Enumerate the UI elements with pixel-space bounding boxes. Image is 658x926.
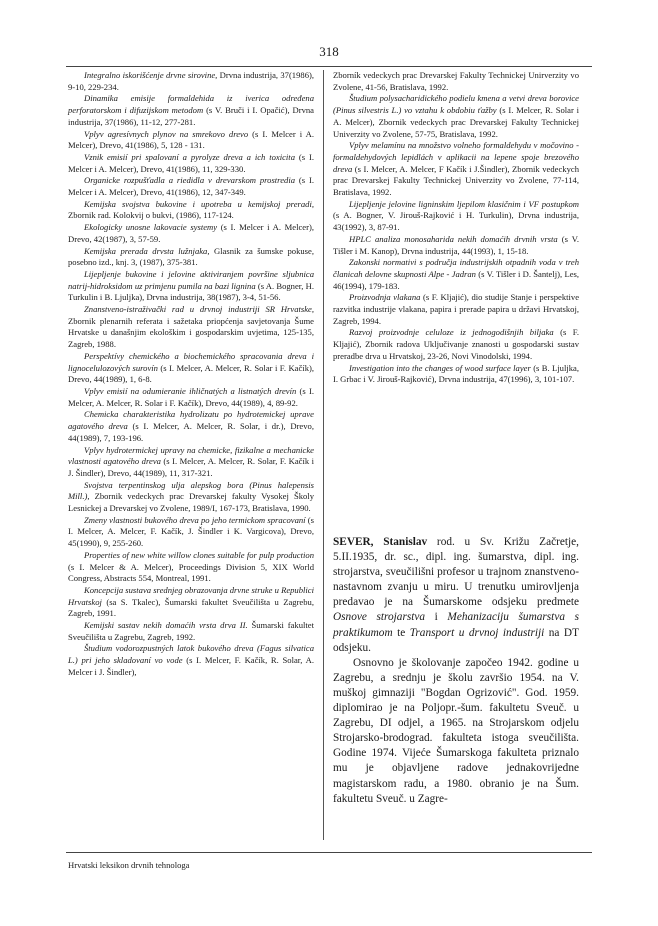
entry-title: Vplyv melamínu na množstvo volneho formaldehydu v močovino - formaldehydových lepidlách v aplikacii na lepene spoje brezového dreva [333,140,579,174]
entry-title: Koncepcija sustava srednjeg obrazovanja drvne struke u Republici Hrvatskoj [68,584,315,607]
entry-title: Investigation into the changes of wood surface layer [349,362,531,373]
entry-details: (s I. Melcer i A. Melcer), Drevo, 41(1986), 11, 329-330. [68,151,314,174]
entry-title: Kemijski sastav nekih domaćih vrsta drva II. [84,620,248,631]
bibliography-entry [333,93,579,140]
entry-details: Zbornik rad. Kolokvij o bukvi, (1986), 117-124. [68,210,234,221]
entry-details: (s I. Melcer i A. Melcer), Drevo, 41(1986), 12, 347-349. [68,175,314,198]
entry-details: (s I. Melcer, A. Melcer, F Kačík i J.Šindler), Zbornik vedeckych prac Drevarskej Fakulty Technickej Univerzity vo Zvolene, 77-114, Bratislava, 1992. [333,163,579,198]
entry-details: (s I. Melcer, A. Melcer, F. Kačík, J. Šindler i K. Vargicova), Drevo, 45(1990), 9, 255-260. [68,514,315,549]
entry-title: Lijepljenje bukovine i jelovine aktiviranjem površine sljubnica natrij-hidroksidom uz primjenu pumila na bazi lignina [68,268,314,291]
course-title: Mehanizaciju šumarstva s praktikumom [333,611,579,639]
entry-title: Kemijska svojstva bukovine i upotreba u kemijskoj preradi, [84,198,314,209]
bibliography-entry [333,327,579,362]
entry-title: Dinamika emisije formaldehida iz iverica određena perforatorskom i difuzijskom metodom [68,93,314,116]
header-rule [66,66,592,67]
bibliography-entry [68,620,314,643]
bibliography-entry [333,257,579,292]
entry-details: (s I. Melcer, A. Melcer, R. Solar i F. Kačík), Drevo, 44(1989), 1, 6-8. [68,362,314,385]
bibliography-entry [68,480,314,515]
bibliography-entry [333,363,579,386]
bibliography-entry [68,445,314,480]
entry-title: Svojstva terpentinskog ulja alepskog bora (Pinus halepensis Mill.), [68,479,314,502]
footer-title: Hrvatski leksikon drvnih tehnologa [68,860,190,870]
entry-details: (s V. Tišler i D. Šantelj), Les, 46(1994), 179-183. [333,268,579,291]
left-column [68,70,314,679]
bibliography-entry [68,129,314,152]
entry-title: Zakonski normativi s područja industrijskih otpadnih voda v treh članicah delovne skupnosti Alpe - Jadran [333,257,579,279]
entry-title: Proizvodnja vlakana [349,292,421,303]
bibliography-entry [68,386,314,409]
entry-details: (sa S. Tkalec), Šumarski fakultet Sveučilišta u Zagrebu, Zagreb, 1991. [68,596,314,619]
entry-title: Študium vodorozpustných latok bukového dreva (Fagus silvatica L.) pri jeho skladovaní vo vode [68,643,314,666]
bibliography-entry [68,515,314,550]
bibliography-entry [68,550,314,585]
entry-title: Lijepljenje jelovine ligninskim ljepilom klasičnim i VF postupkom [349,198,579,209]
entry-details: Šumarski fakultet Sveučilišta u Zagrebu, Zagreb, 1992. [68,620,314,642]
biography-paragraph: Osnovno je školovanje započeo 1942. godine u Zagrebu, a srednju je školu završio 1954. na V. muškoj gimnaziji "Bogdan Ogrizović". God. 1959. diplomirao je na Poljopr.-šum. fakultetu Sveuč. u Zagrebu, DI odjel, a 1965. na Strojarskom odjelu Strojarsko-brodograd. fakulteta istoga sveučilišta. Godine 1974. Vijeće Šumarskoga fakulteta priznalo mu je objavljene radove jednakovrijedne magistarskom radu, a 1980. obranio je na Šum. fakultetu Sveuč. u Zagre- [333,656,579,805]
entry-details: Glasnik za šumske pokuse, posebno izd., knj. 3, (1987), 375-381. [68,245,314,268]
entry-details: (s A. Bogner, V. Jirouš-Rajković i H. Turkulin), Drvna industrija, 43(1992), 3, 87-91. [333,210,579,233]
entry-details: (s A. Bogner, H. Turkulin i B. Ljuljka), Drvna industrija, 38(1987), 3-4, 51-56. [68,280,314,303]
entry-details: Drvna industrija, 37(1986), 9-10, 229-234. [68,70,315,92]
bibliography-entry [68,93,314,128]
entry-details: (s I. Melcer, A. Melcer, R. Solar, i dr.), Drevo, 44(1989), 7, 193-196. [68,421,314,443]
entry-title: Vplyv emisií na odumieranie ihličnatých a listnatých drevín [84,385,297,396]
entry-title: Znanstveno-istraživački rad u drvnoj industriji SR Hrvatske, [84,304,314,315]
course-title: Osnove strojarstva [333,611,426,624]
entry-details: (s B. Ljuljka, I. Grbac i V. Jirouš-Rajković), Drvna industrija, 47(1996), 3, 101-107. [333,362,579,385]
bibliography-entry [68,246,314,269]
bibliography-entry [68,643,314,678]
entry-details: (s V. Tišler i M. Kanop), Drvna industrija, 44(1993), 1, 15-18. [333,233,579,256]
entry-details: (s I. Melcer i A. Melcer), Drevo, 41(1986), 5, 128 - 131. [68,128,314,151]
bibliography-entry [68,409,314,444]
right-column [333,70,579,386]
entry-details: (s I. Melcer i A. Melcer), Drevo, 42(1987), 3, 57-59. [68,222,314,244]
entry-title: Vplyv agresívnych plynov na smrekovo drevo [84,128,249,139]
bibliography-entry [68,152,314,175]
entry-title: Kemijska prerada drvsta lužnjaka, [84,245,210,256]
entry-details: (s I. Melcer, A. Melcer, R. Solar, F. Kačík i J. Šindler), Drevo, 44(1989), 11, 317-321. [68,456,314,478]
footer-rule [66,852,592,853]
bibliography-entry [333,140,579,199]
biography-name: SEVER, Stanislav [333,536,428,548]
entry-title: Organicke rozpušťadla a riedidla v drevarskom prostredia [84,175,296,186]
bibliography-entry [68,70,314,93]
page-number: 318 [319,44,339,59]
entry-details: Zbornik vedeckych prac Drevarskej fakulty Vysokej Školy Lesnickej a Drevarskej vo Zvolene, 1989/I, 167-173, Bratislava, 1990. [68,491,314,514]
bibliography-entry [333,70,579,93]
entry-title: HPLC analiza monosaharida nekih domaćih drvnih vrsta [349,233,558,244]
bibliography-entry [333,292,579,327]
biography-text: te [392,626,410,639]
column-divider [323,70,324,840]
entry-details: Zbornik plenarnih referata i sažetaka priopćenja savjetovanja Šume Hrvatske u današnjim ekološkim i gospodarskim uvjetima, 125-135, Zagreb, 1988. [68,315,314,350]
entry-title: Vplyv hydrotermickej upravy na chemicke, fizikalne a mechanicke vlastnosti agatového dreva [68,444,314,467]
biography-text: na DT odsjeku. [333,626,579,654]
entry-details: (s F. Kljajić), dio studije Stanje i perspektive razvitka industrije vlakana, papira i prerade papira u državi Hrvatskoj, Zagreb, 1994. [333,292,580,326]
entry-title: Zmeny vlastnosti bukového dreva po jeho termickom spracovaní [84,514,306,525]
entry-title: Integralno iskorišćenje drvne sirovine, [84,70,218,80]
entry-title: Vznik emisií pri spalovaní a pyrolyze dreva a ich toxicita [84,151,295,162]
bibliography-entry [333,234,579,257]
entry-details: (s I. Melcer, F. Kačík, R. Solar, A. Melcer i J. Šindler), [68,655,314,677]
course-title: Transport u drvnoj industriji [409,626,545,639]
entry-details: (s I. Melcer & A. Melcer), Proceedings Division 5, XIX World Congress, Abstracts 554, Montreal, 1991. [68,561,314,584]
entry-title: Perspektívy chemického a biochemického spracovania dreva i lignocelulozových surovín [68,350,314,373]
bibliography-entry [68,351,314,386]
biography-text: i [425,611,448,624]
entry-title: Chemicka charakteristika hydrolizatu po hydrotemickej uprave agatového dreva [68,409,314,432]
entry-title: Študium polysacharidického podielu kmena a vetvi dreva borovice (Pinus silvestris L.) vo vztahu k obdobiu ťažby [333,93,579,116]
bibliography-entry [68,585,314,620]
entry-details: Zborník vedeckych prac Drevarskej Fakulty Technickej Unirverzity vo Zvolene, 41-56, Bratislava, 1992. [333,70,579,92]
bibliography-entry [333,199,579,234]
entry-details: (s I. Melcer, A. Melcer, R. Solar i F. Kačík), Drevo, 44(1989), 4, 89-92. [68,385,314,408]
entry-title: Razvoj proizvodnje celuloze iz jednogodišnjih biljaka [349,327,554,338]
bibliography-entry [68,175,314,198]
biography-entry [333,535,579,807]
bibliography-entry [68,269,314,304]
entry-details: (s I. Melcer, R. Solar i A. Melcer), Zbornik vedeckych prac Drevarskej Fakulty Technickej Univerzity vo Zvolene, 57-75, Bratislava, 1992. [333,105,580,139]
entry-details: (s F. Kljajić), Zbornik radova Uključivanje znanosti u gospodarski sustav preradbe drva u Hrvatskoj, 23-26, Novi Vinodolski, 1994. [333,327,579,361]
biography-text: rod. u Sv. Križu Začretje, 5.II.1935, dr. sc., dipl. ing. šumarstva, dipl. ing. strojarstva, sveučilišni profesor u trajnom znanstveno-nastavnom zvanju u miru. U trenutku umirovljenja predavao je na Šumarskome odsjeku predmete [333,536,579,609]
entry-title: Ekologicky unosne lakovacie systemy [84,222,218,233]
bibliography-entry [68,199,314,222]
bibliography-entry [68,304,314,351]
entry-details: (s V. Bruči i I. Opačić), Drvna industrija, 37(1986), 11-12, 277-281. [68,105,314,127]
entry-title: Properties of new white willow clones suitable for pulp production [84,549,314,560]
bibliography-entry [68,222,314,245]
